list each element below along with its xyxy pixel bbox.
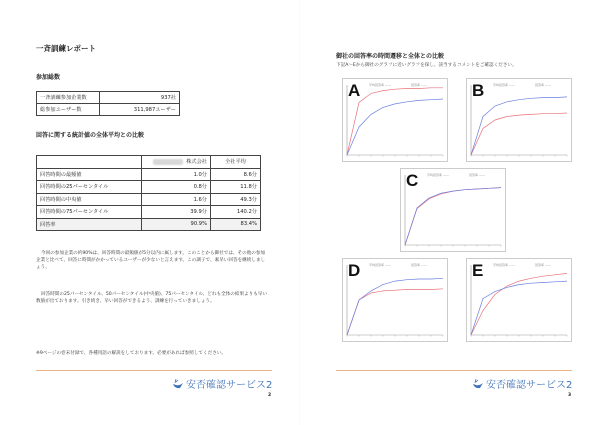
chart-e <box>466 258 572 342</box>
chart-section-subtitle: 下記A～Eから御社のグラフに近いグラフを探し、該当するコメントをご確認ください。 <box>336 63 517 68</box>
company-line <box>405 188 501 245</box>
average-value: 11.8分 <box>211 181 261 194</box>
chart-label: E <box>472 261 484 280</box>
legend-company: 回答率 —— <box>535 83 551 87</box>
row-label: 回答時間の25パーセンタイル <box>37 181 142 194</box>
legend-average: 平均回答率 —— <box>493 83 515 87</box>
company-line <box>347 289 443 335</box>
table-row <box>37 206 261 219</box>
table-row <box>37 218 261 231</box>
row-label: 回答時間の75パーセンタイル <box>37 206 142 219</box>
chart-section-title: 御社の回答率の時間遷移と全体との比較 <box>336 53 445 60</box>
redacted-company-name <box>153 159 183 165</box>
participation-heading: 参加総数 <box>36 74 61 81</box>
table-row <box>37 193 261 206</box>
average-value: 49.3分 <box>211 193 261 206</box>
average-line <box>471 281 567 335</box>
company-value: 90.9% <box>142 218 211 231</box>
bird-logo-icon <box>472 378 484 390</box>
page-number: 3 <box>568 393 572 398</box>
page-3 <box>300 0 600 425</box>
service-logo <box>472 376 572 391</box>
chart-label: D <box>348 261 361 280</box>
row-label: 総参加ユーザー数 <box>37 104 100 116</box>
table-row <box>37 168 261 181</box>
row-value: 937社 <box>100 92 180 104</box>
chart-a <box>342 78 448 162</box>
average-line <box>471 97 567 155</box>
legend-company: 回答率 —— <box>411 263 427 267</box>
company-line <box>471 273 567 335</box>
report-title: 一斉訓練レポート <box>36 44 96 53</box>
chart-label: A <box>348 81 361 100</box>
comment-paragraph-2: 回答時間の25パーセンタイル、50パーセンタイル(中央値)、75パーセンタイル、どれも全体の結果よりも早い数値が出ております。引き続き、早い回答ができるよう、訓練を行っていきましょう。 <box>36 292 268 305</box>
row-label: 回答時間の中央値 <box>37 193 142 206</box>
header-average: 全社平均 <box>211 156 261 169</box>
logo-text: 安否確認サービス2 <box>486 380 573 391</box>
row-label: 一斉訓練参加企業数 <box>37 92 100 104</box>
stats-heading: 回答に関する統計値の全体平均との比較 <box>36 132 145 139</box>
average-line <box>347 278 443 335</box>
page-number: 2 <box>268 393 272 398</box>
bird-logo-icon <box>172 378 184 390</box>
service-logo <box>172 376 272 391</box>
legend-average: 平均回答率 —— <box>369 263 391 267</box>
chart-label: B <box>472 81 485 100</box>
company-line <box>471 113 567 155</box>
table-row <box>37 181 261 194</box>
chart-b <box>466 78 572 162</box>
header-blank <box>37 156 142 169</box>
average-value: 140.2分 <box>211 206 261 219</box>
average-line <box>347 99 443 155</box>
company-line <box>347 88 443 155</box>
table-row <box>37 92 180 104</box>
header-company: 株式会社 <box>142 156 211 169</box>
average-value: 8.6分 <box>211 168 261 181</box>
legend-average: 平均回答率 —— <box>369 83 391 87</box>
footer-rule <box>36 370 272 371</box>
company-value: 1.6分 <box>142 193 211 206</box>
average-value: 83.4% <box>211 218 261 231</box>
legend-average: 平均回答率 —— <box>427 173 449 177</box>
company-value: 39.9分 <box>142 206 211 219</box>
chart-d <box>342 258 448 342</box>
row-value: 311,987ユーザー <box>100 104 180 116</box>
table-header-row <box>37 156 261 169</box>
legend-company: 回答率 —— <box>469 173 485 177</box>
footer-rule <box>336 370 572 371</box>
chart-c <box>400 168 506 252</box>
participation-table <box>36 91 180 116</box>
row-label: 回答時間の最頻値 <box>37 168 142 181</box>
row-label: 回答率 <box>37 218 142 231</box>
logo-text: 安否確認サービス2 <box>186 380 273 391</box>
comment-paragraph-1: 今回の参加企業の約90%は、回答時間の最頻値が5分以内に属します。このことから御社では、その他の参加企業と比べて、回答に時間がかかっているユーザーが少ないと言えます。この調子で、素早い回答を継続しましょう。 <box>36 251 266 271</box>
legend-average: 平均回答率 —— <box>493 263 515 267</box>
average-line <box>405 188 501 245</box>
stats-table <box>36 155 261 231</box>
table-row <box>37 104 180 116</box>
legend-company: 回答率 —— <box>411 83 427 87</box>
appendix-note: ※9ページの巻末付録で、各種用語の解説をしております。必要があれば参照してください。 <box>36 351 226 356</box>
legend-company: 回答率 —— <box>535 263 551 267</box>
company-value: 0.8分 <box>142 181 211 194</box>
company-value: 1.0分 <box>142 168 211 181</box>
chart-label: C <box>406 171 419 190</box>
